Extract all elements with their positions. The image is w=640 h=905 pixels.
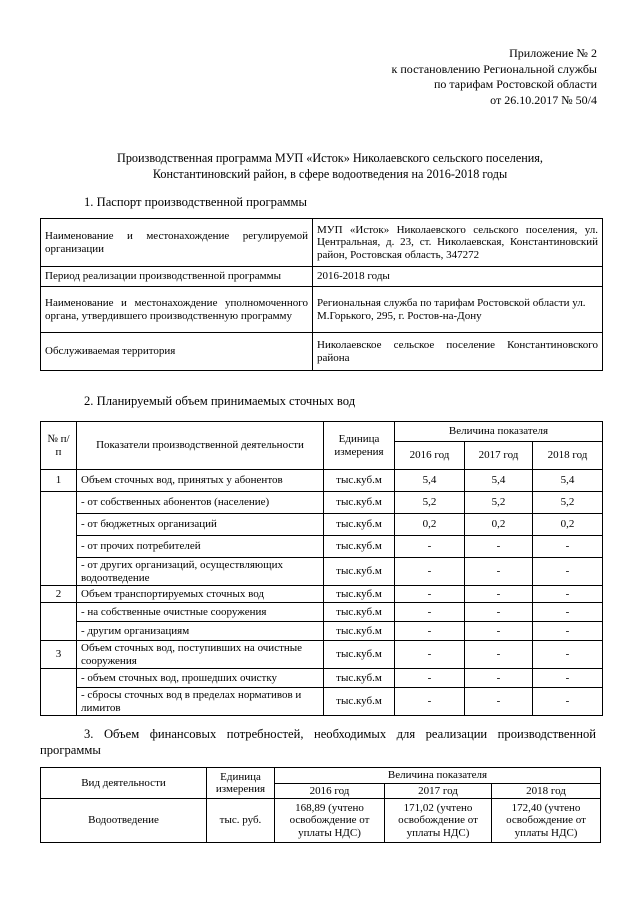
- row-label: - от прочих потребителей: [77, 536, 324, 558]
- section-3-heading: [40, 726, 596, 758]
- col-header-unit: Единица измерения: [324, 422, 395, 470]
- row-value-2016: -: [395, 669, 465, 688]
- passport-label: Обслуживаемая территория: [41, 333, 313, 371]
- table-row: [41, 536, 603, 558]
- title-line-1: Производственная программа МУП «Исток» Николаевского сельского поселения,: [117, 151, 543, 165]
- row-value-2016: 0,2: [395, 514, 465, 536]
- row-label: - от других организаций, осуществляющих водоотведение: [77, 558, 324, 586]
- col-header-activity: Вид деятельности: [41, 768, 207, 799]
- table-header-row: [41, 768, 601, 784]
- table-row: [41, 287, 603, 333]
- row-value-2017: -: [465, 669, 533, 688]
- row-value-2017: 171,02 (учтено освобождение от уплаты НДС): [385, 799, 492, 843]
- row-unit: тыс.куб.м: [324, 558, 395, 586]
- row-label: Объем транспортируемых сточных вод: [77, 586, 324, 603]
- passport-label: Наименование и местонахождение уполномоченного органа, утвердившего производственную программу: [41, 287, 313, 333]
- table-header-row: [41, 422, 603, 442]
- table-row: [41, 799, 601, 843]
- row-value-2016: -: [395, 622, 465, 641]
- section-1-heading: 1. Паспорт производственной программы: [84, 195, 307, 209]
- row-value-2018: -: [533, 641, 603, 669]
- row-value-2018: -: [533, 688, 603, 716]
- row-label: - от собственных абонентов (население): [77, 492, 324, 514]
- table-row: [41, 586, 603, 603]
- table-row: [41, 641, 603, 669]
- col-header-value: Величина показателя: [275, 768, 601, 784]
- row-value-2017: -: [465, 688, 533, 716]
- table-row: [41, 470, 603, 492]
- row-unit: тыс.куб.м: [324, 622, 395, 641]
- row-label: - другим организациям: [77, 622, 324, 641]
- row-value-2018: 172,40 (учтено освобождение от уплаты НДС): [492, 799, 601, 843]
- col-header-2016: 2016 год: [275, 783, 385, 799]
- row-value-2017: 0,2: [465, 514, 533, 536]
- row-unit: тыс.куб.м: [324, 641, 395, 669]
- row-unit: тыс.куб.м: [324, 470, 395, 492]
- row-label: - объем сточных вод, прошедших очистку: [77, 669, 324, 688]
- passport-label: Период реализации производственной программы: [41, 267, 313, 287]
- page-title: [40, 151, 620, 182]
- row-value-2016: 168,89 (учтено освобождение от уплаты НДС): [275, 799, 385, 843]
- col-header-2016: 2016 год: [395, 442, 465, 470]
- row-value-2016: -: [395, 536, 465, 558]
- row-label: - на собственные очистные сооружения: [77, 603, 324, 622]
- table-row: [41, 558, 603, 586]
- row-value-2018: -: [533, 558, 603, 586]
- row-value-2018: -: [533, 603, 603, 622]
- row-unit: тыс.куб.м: [324, 603, 395, 622]
- header-line-2: к постановлению Региональной службы: [391, 61, 597, 76]
- table-row: [41, 333, 603, 371]
- col-header-2017: 2017 год: [385, 783, 492, 799]
- row-unit: тыс.куб.м: [324, 536, 395, 558]
- row-unit: тыс.куб.м: [324, 669, 395, 688]
- title-line-2: Константиновский район, в сфере водоотведения на 2016-2018 годы: [152, 166, 508, 181]
- row-value-2016: -: [395, 688, 465, 716]
- row-value-2016: -: [395, 558, 465, 586]
- row-value-2017: -: [465, 603, 533, 622]
- row-value-2018: 5,4: [533, 470, 603, 492]
- header-line-4: от 26.10.2017 № 50/4: [490, 92, 597, 107]
- row-number: 2: [41, 586, 77, 603]
- row-value-2018: -: [533, 622, 603, 641]
- section-3-heading-line-1: 3. Объем финансовых потребностей, необходимых для реализации производственной: [84, 727, 596, 741]
- row-value-2017: -: [465, 641, 533, 669]
- row-unit: тыс.куб.м: [324, 586, 395, 603]
- row-number: 3: [41, 641, 77, 669]
- row-value-2018: 5,2: [533, 492, 603, 514]
- row-unit: тыс.куб.м: [324, 688, 395, 716]
- wastewater-volume-table: [40, 421, 603, 716]
- row-value-2018: -: [533, 586, 603, 603]
- row-value-2016: -: [395, 586, 465, 603]
- row-number: [41, 492, 77, 586]
- row-value-2018: 0,2: [533, 514, 603, 536]
- table-row: [41, 603, 603, 622]
- passport-value: 2016-2018 годы: [313, 267, 603, 287]
- passport-value: МУП «Исток» Николаевского сельского поселения, ул. Центральная, д. 23, ст. Николаевская, Константиновский район, Ростовская область, 347272: [313, 219, 603, 267]
- section-2-heading: 2. Планируемый объем принимаемых сточных вод: [84, 394, 356, 408]
- col-header-indicator: Показатели производственной деятельности: [77, 422, 324, 470]
- passport-value: Региональная служба по тарифам Ростовской области ул. М.Горького, 295, г. Ростов-на-Дону: [313, 287, 603, 333]
- financial-needs-table: [40, 767, 601, 843]
- header-line-3: по тарифам Ростовской области: [433, 77, 597, 91]
- table-row: [41, 514, 603, 536]
- table-row: [41, 622, 603, 641]
- row-label: Объем сточных вод, поступивших на очистные сооружения: [77, 641, 324, 669]
- col-header-value: Величина показателя: [395, 422, 603, 442]
- col-header-2017: 2017 год: [465, 442, 533, 470]
- row-unit: тыс.куб.м: [324, 514, 395, 536]
- row-value-2016: 5,4: [395, 470, 465, 492]
- table-row: [41, 492, 603, 514]
- col-header-num: № п/п: [41, 422, 77, 470]
- row-label: Объем сточных вод, принятых у абонентов: [77, 470, 324, 492]
- row-unit: тыс.куб.м: [324, 492, 395, 514]
- row-value-2017: 5,4: [465, 470, 533, 492]
- table-row: [41, 267, 603, 287]
- table-row: [41, 688, 603, 716]
- col-header-2018: 2018 год: [533, 442, 603, 470]
- row-number: [41, 603, 77, 641]
- passport-table: [40, 218, 603, 371]
- row-value-2016: -: [395, 603, 465, 622]
- row-value-2016: 5,2: [395, 492, 465, 514]
- row-value-2017: -: [465, 586, 533, 603]
- row-value-2017: 5,2: [465, 492, 533, 514]
- table-row: [41, 669, 603, 688]
- appendix-header: [392, 46, 597, 108]
- row-unit: тыс. руб.: [207, 799, 275, 843]
- header-line-1: Приложение № 2: [509, 46, 597, 60]
- row-value-2017: -: [465, 558, 533, 586]
- row-number: [41, 669, 77, 716]
- row-value-2016: -: [395, 641, 465, 669]
- row-value-2017: -: [465, 536, 533, 558]
- passport-label: Наименование и местонахождение регулируемой организации: [41, 219, 313, 267]
- row-label: - от бюджетных организаций: [77, 514, 324, 536]
- section-3-heading-line-2: программы: [40, 743, 101, 757]
- row-value-2018: -: [533, 669, 603, 688]
- row-activity: Водоотведение: [41, 799, 207, 843]
- passport-value: Николаевское сельское поселение Константиновского района: [313, 333, 603, 371]
- row-label: - сбросы сточных вод в пределах нормативов и лимитов: [77, 688, 324, 716]
- table-row: [41, 219, 603, 267]
- row-value-2017: -: [465, 622, 533, 641]
- col-header-unit: Единица измерения: [207, 768, 275, 799]
- row-number: 1: [41, 470, 77, 492]
- row-value-2018: -: [533, 536, 603, 558]
- col-header-2018: 2018 год: [492, 783, 601, 799]
